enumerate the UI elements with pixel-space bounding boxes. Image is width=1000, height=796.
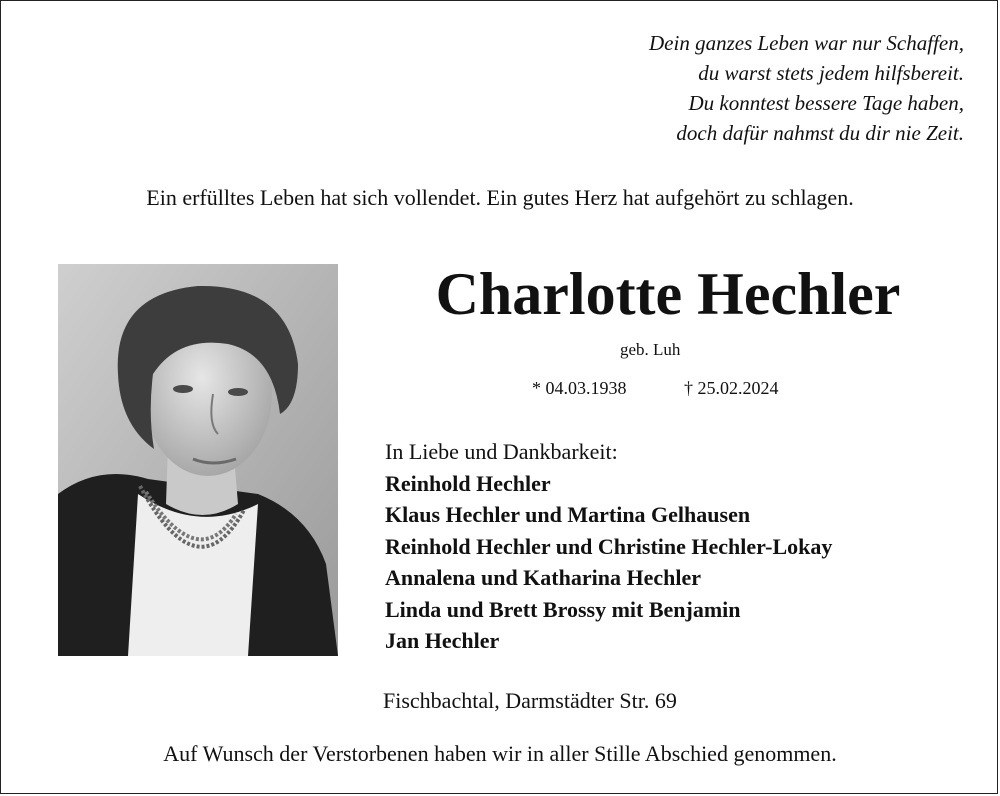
mourner-name: Reinhold Hechler und Christine Hechler-Lokay — [385, 533, 833, 559]
mourners-list — [385, 436, 832, 657]
death-date: † 25.02.2024 — [684, 378, 779, 398]
mourner-name: Linda und Brett Brossy mit Benjamin — [385, 596, 741, 622]
portrait-photo — [58, 264, 338, 656]
mourner-name: Reinhold Hechler — [385, 470, 551, 496]
birth-date: * 04.03.1938 — [532, 378, 627, 398]
mourner-name: Klaus Hechler und Martina Gelhausen — [385, 502, 751, 527]
intro-text: Ein erfülltes Leben hat sich vollendet. Ein gutes Herz hat aufgehört zu schlagen. — [146, 185, 854, 210]
mourner-name: Jan Hechler — [385, 628, 500, 653]
poem — [649, 28, 964, 148]
poem-line: Du konntest bessere Tage haben, — [688, 91, 964, 115]
poem-line: du warst stets jedem hilfsbereit. — [698, 61, 964, 85]
poem-line: doch dafür nahmst du dir nie Zeit. — [676, 121, 964, 145]
address: Fischbachtal, Darmstädter Str. 69 — [383, 688, 677, 713]
mourners-heading: In Liebe und Dankbarkeit: — [385, 439, 618, 464]
mourner-name: Annalena und Katharina Hechler — [385, 565, 701, 590]
birth-name: geb. Luh — [620, 340, 681, 359]
closing-text: Auf Wunsch der Verstorbenen haben wir in aller Stille Abschied genommen. — [163, 741, 837, 766]
poem-line: Dein ganzes Leben war nur Schaffen, — [649, 31, 964, 55]
deceased-name: Charlotte Hechler — [435, 261, 901, 327]
